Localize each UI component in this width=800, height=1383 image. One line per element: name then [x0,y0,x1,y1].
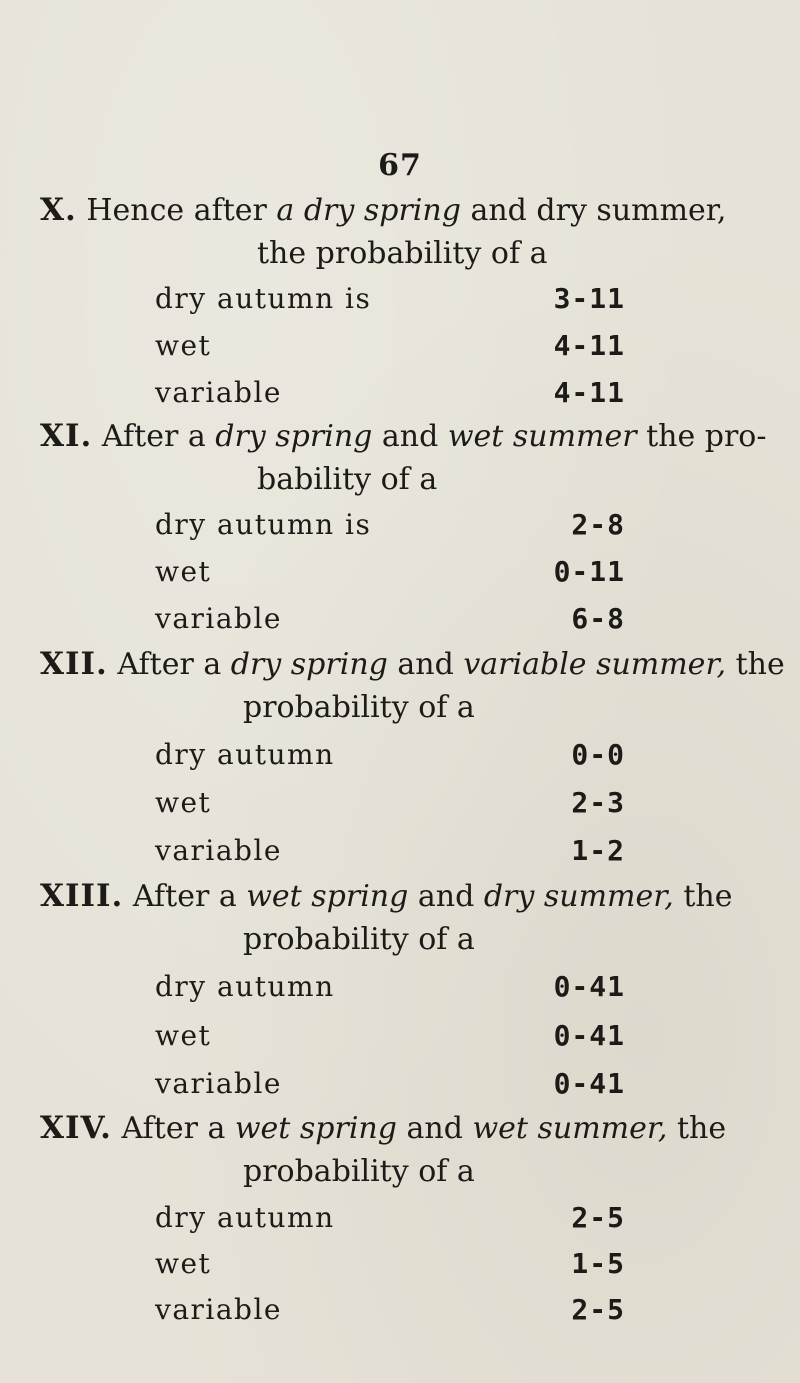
heading-continuation: probability of a [243,922,475,957]
heading-text: After a [107,647,231,682]
row-value: 0-41 [553,970,625,1003]
row-label: variable [155,602,282,635]
row-label: variable [155,1293,282,1326]
section-numeral: XI. [40,418,93,454]
probability-row [0,279,800,319]
row-value: 1-5 [571,1247,625,1280]
row-label: wet [155,329,212,362]
row-value: 0-0 [571,738,625,771]
row-label: variable [155,1067,282,1100]
heading-text: the [667,1111,727,1146]
probability-row [0,1064,800,1104]
row-label: dry autumn is [155,282,372,315]
probability-row [0,1016,800,1056]
row-label: dry autumn [155,1201,335,1234]
row-label: variable [155,834,282,867]
heading-text: the pro- [636,419,767,454]
row-value: 1-2 [571,834,625,867]
probability-row [0,735,800,775]
probability-row [0,505,800,545]
heading-continuation: probability of a [243,690,475,725]
row-label: wet [155,1247,212,1280]
heading-italic: wet spring [246,879,409,914]
row-label: wet [155,786,212,819]
probability-row [0,967,800,1007]
probability-row [0,599,800,639]
heading-italic: dry spring [215,419,373,454]
row-label: wet [155,555,212,588]
row-value: 2-5 [571,1201,625,1234]
heading-text: After a [111,1111,235,1146]
probability-row [0,831,800,871]
section-numeral: XIV. [40,1110,112,1146]
heading-text: and [372,419,448,454]
heading-continuation: probability of a [243,1154,475,1189]
heading-text: and dry summer, [460,193,727,228]
section-numeral: XIII. [40,878,124,914]
probability-row [0,552,800,592]
row-value: 0-41 [553,1019,625,1052]
probability-row [0,1198,800,1238]
section-heading [40,646,785,683]
heading-italic: dry spring [230,647,388,682]
section-numeral: XII. [40,646,108,682]
row-value: 0-11 [553,555,625,588]
heading-text: the [673,879,733,914]
heading-italic: wet summer [447,419,637,454]
page-number: 67 [378,148,422,183]
heading-italic: wet summer, [472,1111,668,1146]
row-label: dry autumn [155,738,335,771]
row-value: 6-8 [571,602,625,635]
row-label: dry autumn [155,970,335,1003]
probability-row [0,783,800,823]
heading-text: the [726,647,785,682]
probability-row [0,1244,800,1284]
heading-text: After a [123,879,247,914]
heading-text: and [396,1111,473,1146]
probability-row [0,373,800,413]
heading-italic: variable summer, [463,647,727,682]
heading-text: Hence after [76,193,277,228]
row-label: wet [155,1019,212,1052]
section-numeral: X. [40,192,77,228]
row-value: 3-11 [553,282,625,315]
section-heading [40,418,767,455]
heading-italic: a dry spring [276,193,461,228]
heading-text: and [387,647,464,682]
section-heading [40,1110,726,1147]
row-value: 2-5 [571,1293,625,1326]
heading-continuation: bability of a [257,462,438,497]
row-value: 2-3 [571,786,625,819]
heading-continuation: the probability of a [257,236,548,271]
probability-row [0,326,800,366]
row-value: 4-11 [553,376,625,409]
heading-text: After a [92,419,216,454]
heading-italic: dry summer, [483,879,674,914]
row-label: dry autumn is [155,508,372,541]
probability-row [0,1290,800,1330]
heading-italic: wet spring [234,1111,397,1146]
section-heading [40,878,732,915]
row-value: 4-11 [553,329,625,362]
heading-text: and [408,879,484,914]
row-label: variable [155,376,282,409]
section-heading [40,192,726,229]
row-value: 0-41 [553,1067,625,1100]
row-value: 2-8 [571,508,625,541]
